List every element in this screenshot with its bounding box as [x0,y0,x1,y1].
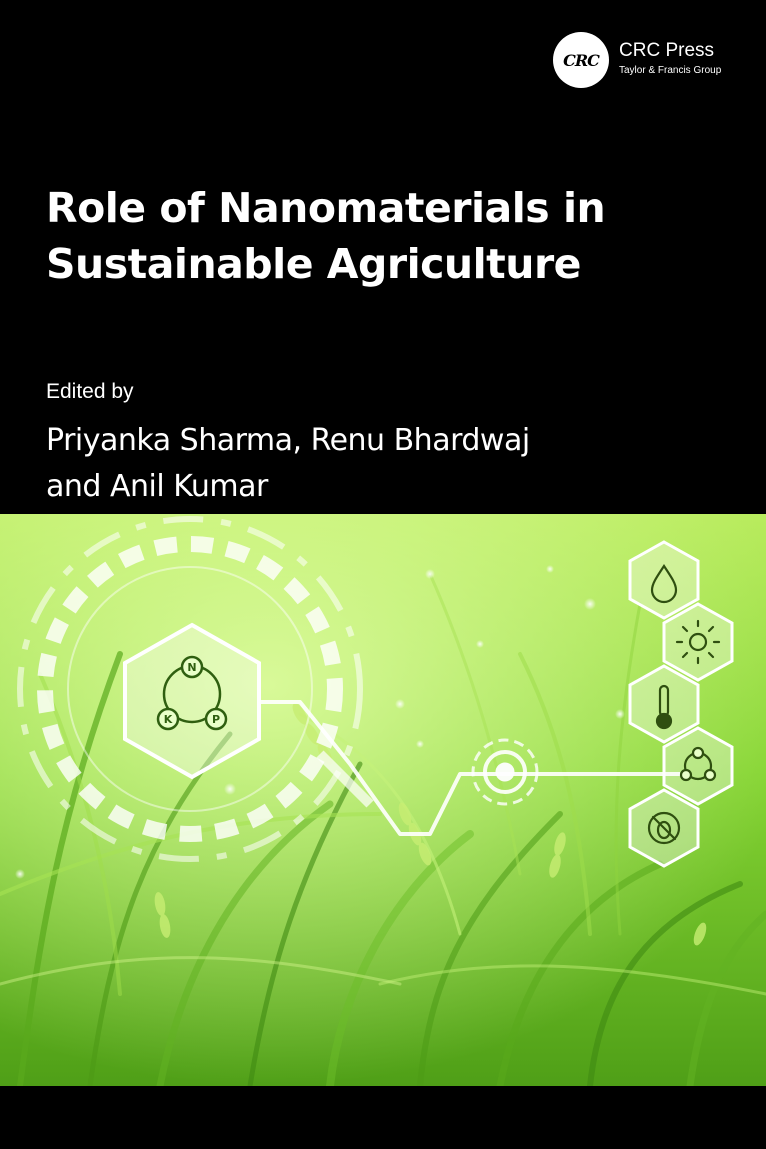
editors-line-2: and Anil Kumar [46,469,268,504]
npk-label-n: N [187,661,197,674]
bottom-band [0,1086,766,1149]
crc-logo-text: CRC [563,50,599,70]
book-title-line-1: Role of Nanomaterials in [46,184,606,232]
publisher-group: Taylor & Francis Group [619,65,722,76]
editors [46,418,530,510]
editors-line-1: Priyanka Sharma, Renu Bhardwaj [46,423,530,458]
book-title [46,180,746,292]
publisher-logo [553,32,753,88]
book-title-line-2: Sustainable Agriculture [46,240,581,288]
crc-logo-icon [553,32,609,88]
npk-label-p: P [211,713,221,726]
edited-by-label: Edited by [46,380,134,403]
cover-illustration [0,514,766,1086]
publisher-name: CRC Press [619,40,715,61]
npk-label-k: K [163,713,173,726]
